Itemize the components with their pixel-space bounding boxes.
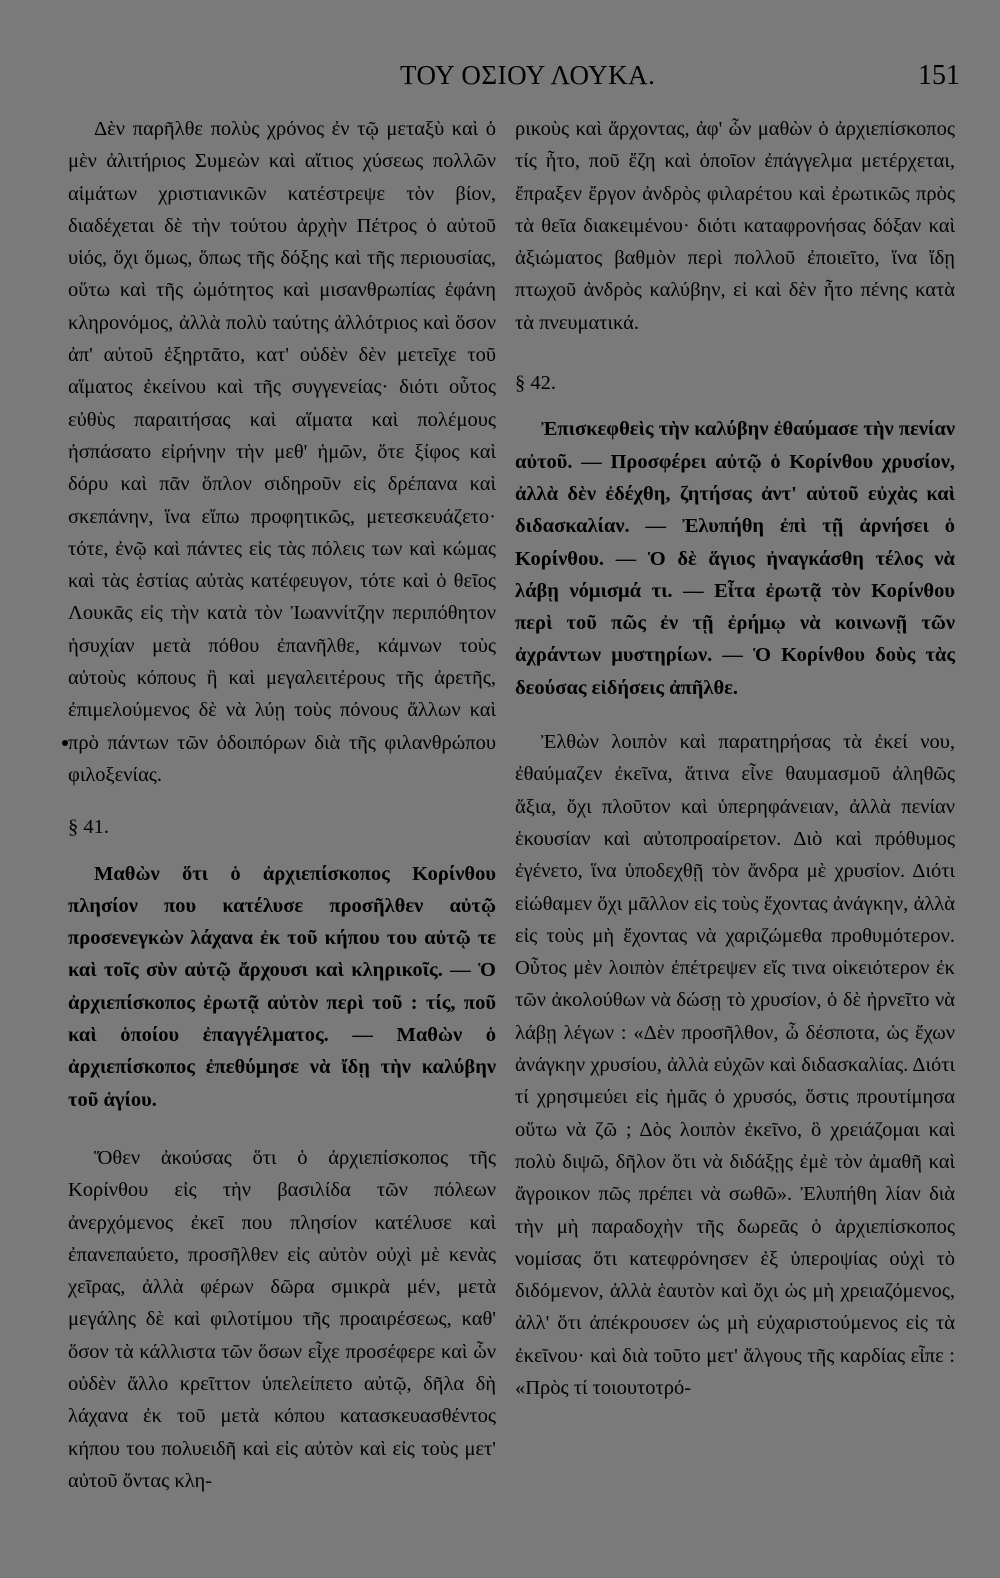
left-paragraph-2: Ὅθεν ἀκούσας ὅτι ὁ ἀρχιεπίσκοπος τῆς Κορίνθου εἰς τὴν βασιλίδα τῶν πόλεων ἀνερχόμενος ἐκεῖ που πλησίον κατέλυσε καὶ ἐπανεπαύετο, προσῆλθεν εἰς αὐτὸν οὐχὶ μὲ κενὰς χεῖρας, ἀλλὰ φέρων δῶρα σμικρὰ μέν, μετὰ μεγάλης δὲ καὶ φιλοτίμου τῆς προαιρέσεως, καθ' ὅσον τὰ κάλλιστα τῶν ὅσων εἶχε προσέφερε καὶ ὧν οὐδὲν ἄλλο κρεῖττον ὑπελείπετο αὐτῷ, δῆλα δὴ λάχανα ἐκ τοῦ μετὰ κόπου κατασκευασθέντος κήπου του πολυειδῆ καὶ εἰς αὐτὸν καὶ εἰς τοὺς μετ' αὐτοῦ ὄντας κλη- — [68, 1146, 496, 1492]
right-paragraph-1: ρικοὺς καὶ ἄρχοντας, ἀφ' ὧν μαθὼν ὁ ἀρχιεπίσκοπος τίς ἦτο, ποῦ ἔζη καὶ ὁποῖον ἐπάγγελμα μετέρχεται, ἔπραξεν ἔργον ἀνδρὸς φιλαρέτου καὶ ἐρωτικῶς πρὸς τὰ θεῖα διακειμένου· διότι καταφρονήσας δόξαν καὶ ἀξιώματος βαθμὸν περὶ πολλοῦ ἐποιεῖτο, ἵνα ἴδῃ πτωχοῦ ἀνδρὸς καλύβην, εἰ καὶ δὲν ἦτο πένης κατὰ τὰ πνευματικά. — [515, 118, 955, 334]
page-header — [0, 60, 1000, 100]
left-paragraph-1: Δὲν παρῆλθε πολὺς χρόνος ἐν τῷ μεταξὺ καὶ ὁ μὲν ἀλιτήριος Συμεὼν καὶ αἴτιος χύσεως πολλῶν αἱμάτων χριστιανικῶν κατέστρεψε τὸν βίον, διαδέχεται δὲ τὴν τούτου ἀρχὴν Πέτρος ὁ αὐτοῦ υἱός, ὄχι ὅμως, ὅπως τῆς δόξης καὶ τῆς περιουσίας, οὕτω καὶ τῆς ὠμότητος καὶ μισανθρωπίας ἐφάνη κληρονόμος, ἀλλὰ πολὺ ταύτης ἀλλότριος καὶ ὅσον ἀπ' αὐτοῦ ἐξηρτᾶτο, κατ' οὐδὲν δὲν μετεῖχε τοῦ αἵματος ἐκείνου καὶ τῆς συγγενείας· διότι οὗτος εὐθὺς παραιτήσας καὶ αἵματα καὶ πολέμους ἠσπάσατο εἰρήνην τὴν μεθ' ἡμῶν, ὅτε ξίφος καὶ δόρυ καὶ πᾶν ὅπλον σιδηροῦν εἰς δρέπανα καὶ σκεπάνην, ἵνα εἴπω προφητικῶς, μετεσκευάζετο· τότε, ἐνῷ καὶ πάντες εἰς τὰς πόλεις των καὶ κώμας καὶ τὰς ἑστίας αὐτὰς κατέφευγον, τότε καὶ ὁ θεῖος Λουκᾶς εἰς τὴν κατὰ τὸν Ἰωαννίτζην περιπόθητον ἡσυχίαν μετὰ πόθου ἐπανῆλθε, κάμνων τοὺς αὐτοὺς κόπους ἢ καὶ μεγαλειτέρους τῆς ἀρετῆς, ἐπιμελούμενος δὲ νὰ λύῃ τοὺς πόνους ἄλλων καὶ πρὸ πάντων τῶν ὁδοιπόρων διὰ τῆς φιλανθρώπου φιλοξενίας. — [68, 118, 496, 786]
section-42-heading: § 42. — [515, 372, 556, 395]
right-column — [515, 113, 955, 1404]
left-column — [68, 113, 496, 1497]
section-42-summary: Ἐπισκεφθεὶς τὴν καλύβην ἐθαύμασε τὴν πενίαν αὐτοῦ. — Προσφέρει αὐτῷ ὁ Κορίνθου χρυσίον, ἀλλὰ δὲν ἐδέχθη, ζητήσας ἀντ' αὐτοῦ εὐχὰς καὶ διδασκαλίαν. — Ἐλυπήθη ἐπὶ τῇ ἀρνήσει ὁ Κορίνθου. — Ὁ δὲ ἅγιος ἠναγκάσθη τέλος νὰ λάβῃ νόμισμά τι. — Εἶτα ἐρωτᾷ τὸν Κορίνθου περὶ τοῦ πῶς ἐν τῇ ἐρήμῳ νὰ κοινωνῇ τῶν ἀχράντων μυστηρίων. — Ὁ Κορίνθου δοὺς τὰς δεούσας εἰδήσεις ἀπῆλθε. — [515, 418, 955, 699]
section-41-heading: § 41. — [68, 816, 109, 839]
right-paragraph-2: Ἐλθὼν λοιπὸν καὶ παρατηρήσας τὰ ἐκεί νου, ἐθαύμαζεν ἐκεῖνα, ἅτινα εἶνε θαυμασμοῦ ἀληθῶς ἄξια, ὄχι πλοῦτον καὶ ὑπερηφάνειαν, ἀλλὰ πενίαν ἑκουσίαν καὶ αὐτοπροαίρετον. Διὸ καὶ πρόθυμος ἐγένετο, ἵνα ὑποδεχθῇ τὸν ἄνδρα μὲ χρυσίον. Διότι εἰώθαμεν ὄχι μᾶλλον εἰς τοὺς ἔχοντας ἀνάγκην, ἀλλὰ εἰς τοὺς μὴ ἔχοντας νὰ χαριζώμεθα προθυμότερον. Οὗτος μὲν λοιπὸν ἐπέτρεψεν εἴς τινα οἰκειότερον ἐκ τῶν ἀκολούθων νὰ δώσῃ τὸ χρυσίον, ὁ δὲ ἠρνεῖτο νὰ λάβῃ λέγων : «Δὲν προσῆλθον, ὦ δέσποτα, ὡς ἔχων ἀνάγκην χρυσίου, ἀλλὰ εὐχῶν καὶ διδασκαλίας. Διότι τί χρησιμεύει εἰς ἡμᾶς ὁ χρυσός, ὅστις προυτίμησα οὕτω νὰ ζῶ ; Δὸς λοιπὸν ἐκεῖνο, ὃ χρειάζομαι καὶ πολὺ διψῶ, δῆλον ὅτι νὰ διδάξῃς ἐμὲ τὸν ἀμαθῆ καὶ ἄγροικον πῶς πρέπει νὰ σωθῶ». Ἐλυπήθη λίαν διὰ τὴν μὴ παραδοχὴν τῆς δωρεᾶς ὁ ἀρχιεπίσκοπος νομίσας ὅτι κατεφρόνησεν ἐξ ὑπεροψίας οὐχὶ τὸ διδόμενον, ἀλλὰ ἑαυτὸν καὶ ὄχι ὡς μὴ χρειαζόμενος, ἀλλ' ὅτι ἀπέκρουσεν ὡς μὴ εὐχαριστούμενος εἰς τὰ ἐκεῖνου· καὶ διὰ τοῦτο μετ' ἄλγους τῆς καρδίας εἶπε : «Πρὸς τί τοιουτοτρό- — [515, 731, 955, 1399]
page-number: 151 — [918, 60, 960, 91]
section-41-summary: Μαθὼν ὅτι ὁ ἀρχιεπίσκοπος Κορίνθου πλησίον που κατέλυσε προσῆλθεν αὐτῷ προσενεγκὼν λάχανα ἐκ τοῦ κήπου του αὐτῷ τε καὶ τοῖς σὺν αὐτῷ ἄρχουσι καὶ κληρικοῖς. — Ὁ ἀρχιεπίσκοπος ἐρωτᾷ αὐτὸν περὶ τοῦ : τίς, ποῦ καὶ ὁποίου ἐπαγγέλματος. — Μαθὼν ὁ ἀρχιεπίσκοπος ἐπεθύμησε νὰ ἴδῃ τὴν καλύβην τοῦ ἁγίου. — [68, 862, 496, 1111]
running-title: ΤΟΥ ΟΣΙΟΥ ΛΟΥΚΑ. — [400, 60, 656, 90]
